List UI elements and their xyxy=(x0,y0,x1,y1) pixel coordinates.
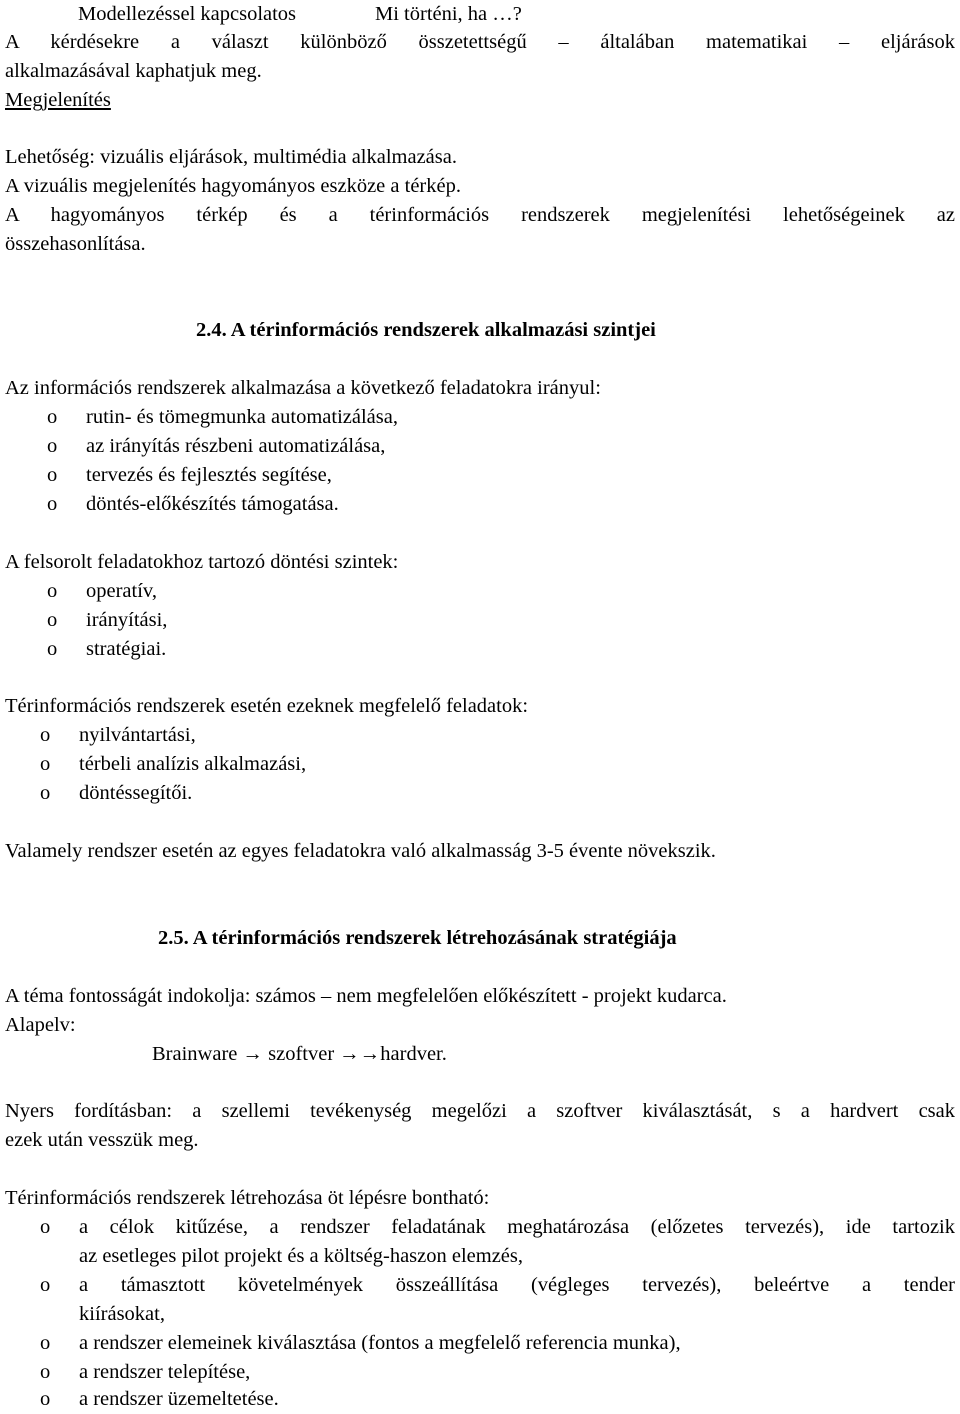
task-bullet: o xyxy=(47,493,58,515)
intro-modeling-label: Modellezéssel kapcsolatos xyxy=(78,3,297,25)
gis-task-item-3: döntéssegítői. xyxy=(79,782,193,804)
task-bullet: o xyxy=(47,406,58,428)
step-2-line-2: kiírásokat, xyxy=(79,1303,165,1325)
level-bullet: o xyxy=(47,609,58,631)
level-item-1: operatív, xyxy=(86,580,157,602)
step-bullet: o xyxy=(40,1361,51,1383)
task-item-2: az irányítás részbeni automatizálása, xyxy=(86,435,386,457)
task-item-3: tervezés és fejlesztés segítése, xyxy=(86,464,332,486)
display-section-title: Megjelenítés xyxy=(5,89,111,111)
step-3: a rendszer elemeinek kiválasztása (fontos a megfelelő referencia munka), xyxy=(79,1332,681,1354)
step-4: a rendszer telepítése, xyxy=(79,1361,251,1383)
gis-tasks-intro: Térinformációs rendszerek esetén ezeknek megfelelő feladatok: xyxy=(5,695,529,717)
level-item-2: irányítási, xyxy=(86,609,168,631)
section-24-closing: Valamely rendszer esetén az egyes feladatokra való alkalmasság 3-5 évente növekszik. xyxy=(5,840,716,862)
gis-task-item-1: nyilvántartási, xyxy=(79,724,196,746)
gis-task-bullet: o xyxy=(40,724,51,746)
intro-answer-line-2: alkalmazásával kaphatjuk meg. xyxy=(5,60,262,82)
section-24-heading: 2.4. A térinformációs rendszerek alkalmazási szintjei xyxy=(196,319,656,341)
level-item-3: stratégiai. xyxy=(86,638,167,660)
step-bullet: o xyxy=(40,1216,51,1238)
display-line-3b: összehasonlítása. xyxy=(5,233,146,255)
section-24-intro: Az információs rendszerek alkalmazása a következő feladatokra irányul: xyxy=(5,377,601,399)
steps-intro: Térinformációs rendszerek létrehozása öt lépésre bontható: xyxy=(5,1187,490,1209)
intro-what-happens-label: Mi történi, ha …? xyxy=(375,3,522,25)
level-bullet: o xyxy=(47,638,58,660)
principle-text: Brainware → szoftver →→hardver. xyxy=(152,1043,447,1065)
task-bullet: o xyxy=(47,464,58,486)
plain-translation-line-2: ezek után vesszük meg. xyxy=(5,1129,199,1151)
display-line-3a: A hagyományos térkép és a térinformációs rendszerek megjelenítési lehetőségeinek az xyxy=(5,204,955,226)
task-item-1: rutin- és tömegmunka automatizálása, xyxy=(86,406,398,428)
step-bullet: o xyxy=(40,1332,51,1354)
section-25-heading: 2.5. A térinformációs rendszerek létrehozásának stratégiája xyxy=(158,927,677,949)
gis-task-bullet: o xyxy=(40,753,51,775)
step-5: a rendszer üzemeltetése. xyxy=(79,1388,279,1410)
step-2-line-1: a támasztott követelmények összeállítása (végleges tervezés), beleértve a tender xyxy=(79,1274,955,1296)
step-1-line-2: az esetleges pilot projekt és a költség-haszon elemzés, xyxy=(79,1245,524,1267)
intro-answer-line-1: A kérdésekre a választ különböző összetettségű – általában matematikai – eljárások xyxy=(5,31,955,53)
principle-label: Alapelv: xyxy=(5,1014,76,1036)
step-bullet: o xyxy=(40,1274,51,1296)
task-item-4: döntés-előkészítés támogatása. xyxy=(86,493,339,515)
plain-translation-line-1: Nyers fordításban: a szellemi tevékenység megelőzi a szoftver kiválasztását, s a hardvert csak xyxy=(5,1100,955,1122)
gis-task-bullet: o xyxy=(40,782,51,804)
task-bullet: o xyxy=(47,435,58,457)
display-line-2: A vizuális megjelenítés hagyományos eszköze a térkép. xyxy=(5,175,461,197)
levels-intro: A felsorolt feladatokhoz tartozó döntési szintek: xyxy=(5,551,399,573)
display-line-1: Lehetőség: vizuális eljárások, multimédia alkalmazása. xyxy=(5,146,457,168)
step-bullet: o xyxy=(40,1388,51,1410)
level-bullet: o xyxy=(47,580,58,602)
step-1-line-1: a célok kitűzése, a rendszer feladatának meghatározása (előzetes tervezés), ide tartozik xyxy=(79,1216,955,1238)
gis-task-item-2: térbeli analízis alkalmazási, xyxy=(79,753,307,775)
section-25-line-1: A téma fontosságát indokolja: számos – nem megfelelően előkészített - projekt kudarca. xyxy=(5,985,727,1007)
